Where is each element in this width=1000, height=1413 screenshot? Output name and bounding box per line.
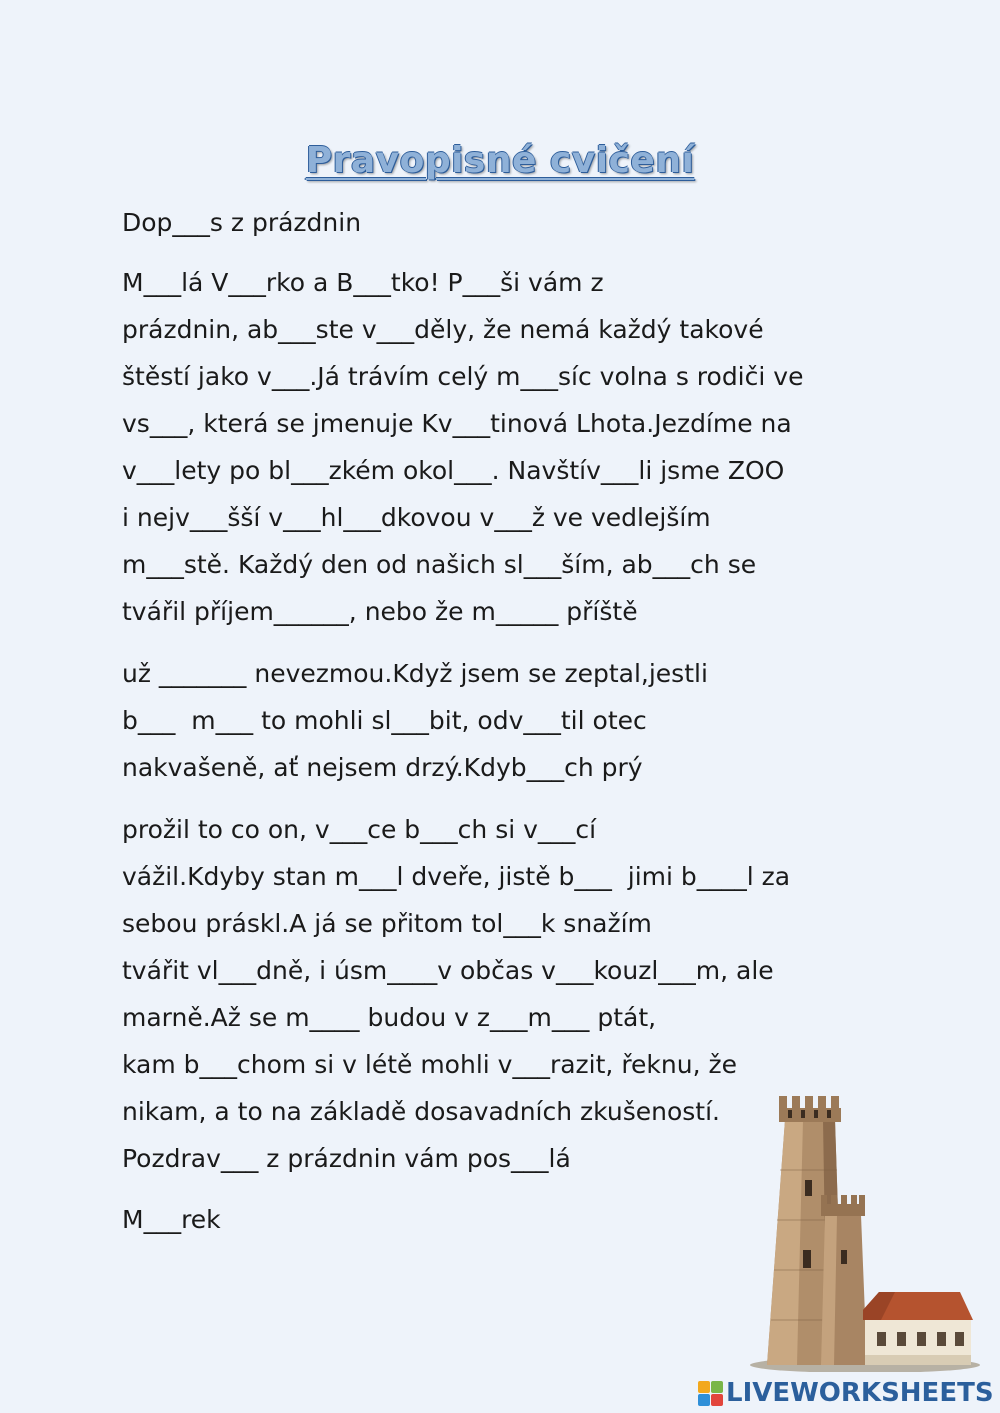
paragraph-1: M___lá V___rko a B___tko! P___ši vám z prázdnin, ab___ste v___děly, že nemá každý takové štěstí jako v___.Já trávím celý m___síc volna s rodiči ve vs___, která se jmenuje Kv___tinová Lhota.Jezdíme na v___lety po bl___zkém okol___. Navštív___li jsme ZOO i nejv___šší v___hl___dkovou v___ž ve vedlejším m___stě. Každý den od našich sl___ším, ab___ch se tvářil příjem______, nebo že m_____ příště [122,268,804,626]
heading-line: Dop___s z prázdnin [122,208,362,237]
signature-line: M___rek [122,1205,221,1234]
brand-text: LIVEWORKSHEETS [726,1378,994,1408]
paragraph-2: už _______ nevezmou.Když jsem se zeptal,jestli b___ m___ to mohli sl___bit, odv___til otec nakvašeně, ať nejsem drzý.Kdyb___ch prý [122,659,708,782]
lookout-tower-illustration [745,1080,980,1372]
liveworksheets-logo-icon [698,1381,723,1406]
liveworksheets-brand [698,1376,994,1410]
worksheet-title: Pravopisné cvičení [305,140,695,181]
paragraph-3: prožil to co on, v___ce b___ch si v___cí vážil.Kdyby stan m___l dveře, jistě b___ jimi b____l za sebou práskl.A já se přitom tol___k snažím tvářit vl___dně, i úsm____v občas v___kouzl___m, ale marně.Až se m____ budou v z___m___ ptát, kam b___chom si v létě mohli v___razit, řeknu, že nikam, a to na základě dosavadních zkušeností. Pozdrav___ z prázdnin vám pos___lá [122,815,791,1173]
